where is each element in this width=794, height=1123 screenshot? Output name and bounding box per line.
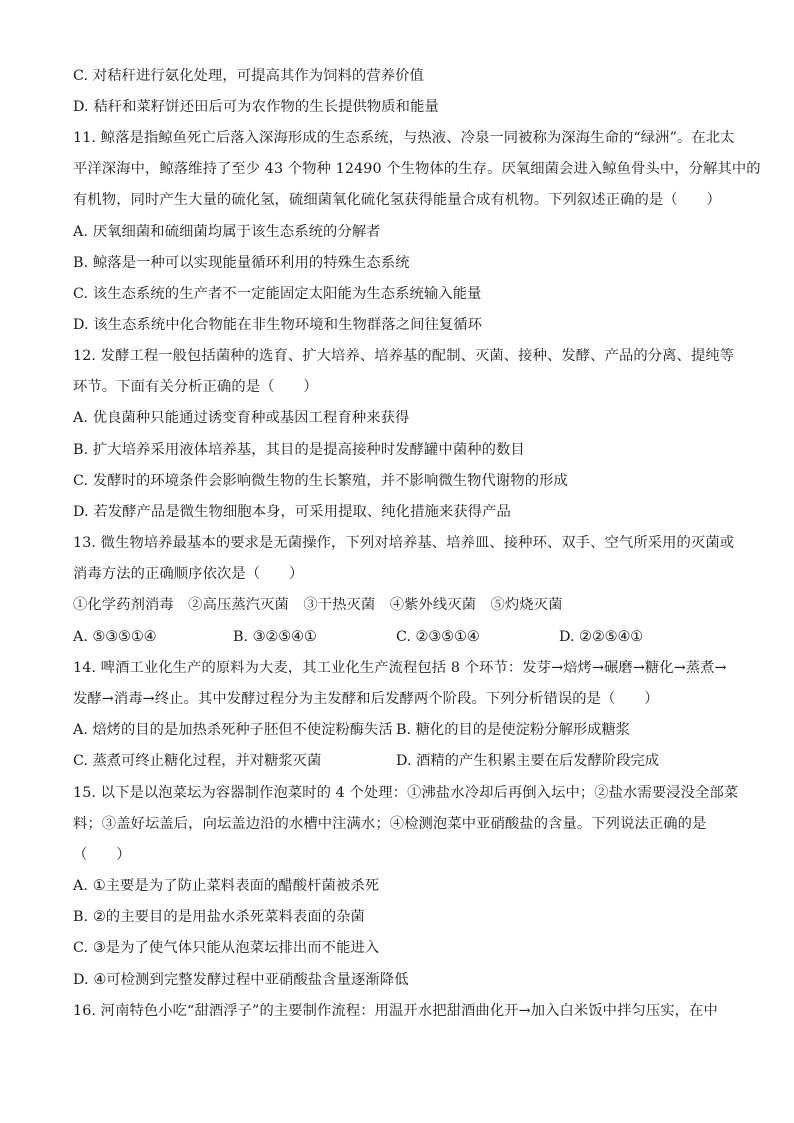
q12-option-c: C. 发酵时的环境条件会影响微生物的生长繁殖，并不影响微生物代谢物的形成 [73, 473, 568, 489]
q15-option-c: C. ③是为了使气体只能从泡菜坛排出而不能进入 [73, 940, 380, 956]
q12-option-d: D. 若发酵产品是微生物细胞本身，可采用提取、纯化措施来获得产品 [73, 504, 511, 520]
q15-option-a: A. ①主要是为了防止菜料表面的醋酸杆菌被杀死 [73, 878, 380, 894]
q11-stem-line-2: 平洋深海中，鲸落维持了至少 43 个物种 12490 个生物体的生存。厌氧细菌会进入鲸鱼骨头中，分解其中的 [73, 161, 761, 177]
q14-stem-line-2: 发酵→消毒→终止。其中发酵过程分为主发酵和后发酵两个阶段。下列分析错误的是（ ） [73, 691, 659, 707]
q14-option-c: C. 蒸煮可终止糖化过程，并对糖浆灭菌 [73, 753, 322, 769]
q13-option-d: D. ②②⑤④① [559, 629, 644, 645]
q11-stem-line-1: 11. 鲸落是指鲸鱼死亡后落入深海形成的生态系统，与热液、冷泉一同被称为深海生命的“绿洲”。在北太 [73, 130, 735, 146]
q15-option-d: D. ④可检测到完整发酵过程中亚硝酸盐含量逐渐降低 [73, 972, 409, 988]
q15-stem-line-1: 15. 以下是以泡菜坛为容器制作泡菜时的 4 个处理：①沸盐水冷却后再倒入坛中；②盐水需要浸没全部菜 [73, 785, 739, 801]
q13-option-a: A. ⑤③⑤①④ [73, 629, 157, 645]
q10-option-d: D. 秸秆和菜籽饼还田后可为农作物的生长提供物质和能量 [73, 99, 439, 115]
q11-option-a: A. 厌氧细菌和硫细菌均属于该生态系统的分解者 [73, 224, 381, 240]
q15-stem-line-3: （ ） [73, 847, 131, 863]
q13-methods: ①化学药剂消毒 ②高压蒸汽灭菌 ③干热灭菌 ④紫外线灭菌 ⑤灼烧灭菌 [73, 597, 563, 613]
q11-option-b: B. 鲸落是一种可以实现能量循环利用的特殊生态系统 [73, 255, 410, 271]
q12-stem-line-1: 12. 发酵工程一般包括菌种的选育、扩大培养、培养基的配制、灭菌、接种、发酵、产品的分离、提纯等 [73, 348, 735, 364]
q13-stem-line-1: 13. 微生物培养最基本的要求是无菌操作，下列对培养基、培养皿、接种环、双手、空气所采用的灭菌或 [73, 535, 735, 551]
q11-option-d: D. 该生态系统中化合物能在非生物环境和生物群落之间往复循环 [73, 317, 483, 333]
q13-option-c: C. ②③⑤①④ [396, 629, 480, 645]
q10-option-c: C. 对秸秆进行氨化处理，可提高其作为饲料的营养价值 [73, 68, 424, 84]
q13-stem-line-2: 消毒方法的正确顺序依次是（ ） [73, 566, 304, 582]
q14-option-a: A. 焙烤的目的是加热杀死种子胚但不使淀粉酶失活 [73, 722, 393, 738]
q12-option-b: B. 扩大培养采用液体培养基，其目的是提高接种时发酵罐中菌种的数目 [73, 442, 525, 458]
q12-option-a: A. 优良菌种只能通过诱变育种或基因工程育种来获得 [73, 410, 410, 426]
q11-option-c: C. 该生态系统的生产者不一定能固定太阳能为生态系统输入能量 [73, 286, 482, 302]
q14-option-b: B. 糖化的目的是使淀粉分解形成糖浆 [396, 722, 631, 738]
q16-stem-line-1: 16. 河南特色小吃“甜酒浮子”的主要制作流程：用温开水把甜酒曲化开→加入白米饭中拌匀压实，在中 [73, 1003, 718, 1019]
q14-option-d: D. 酒精的产生积累主要在后发酵阶段完成 [396, 753, 660, 769]
q13-option-b: B. ③②⑤④① [233, 629, 317, 645]
q11-stem-line-3: 有机物，同时产生大量的硫化氢，硫细菌氧化硫化氢获得能量合成有机物。下列叙述正确的是（ ） [73, 192, 721, 208]
q15-option-b: B. ②的主要目的是用盐水杀死菜料表面的杂菌 [73, 909, 365, 925]
q12-stem-line-2: 环节。下面有关分析正确的是（ ） [73, 379, 318, 395]
q15-stem-line-2: 料；③盖好坛盖后，向坛盖边沿的水槽中注满水；④检测泡菜中亚硝酸盐的含量。下列说法正确的是 [73, 816, 707, 832]
q14-stem-line-1: 14. 啤酒工业化生产的原料为大麦，其工业化生产流程包括 8 个环节：发芽→焙烤→碾磨→糖化→蒸煮→ [73, 660, 727, 676]
